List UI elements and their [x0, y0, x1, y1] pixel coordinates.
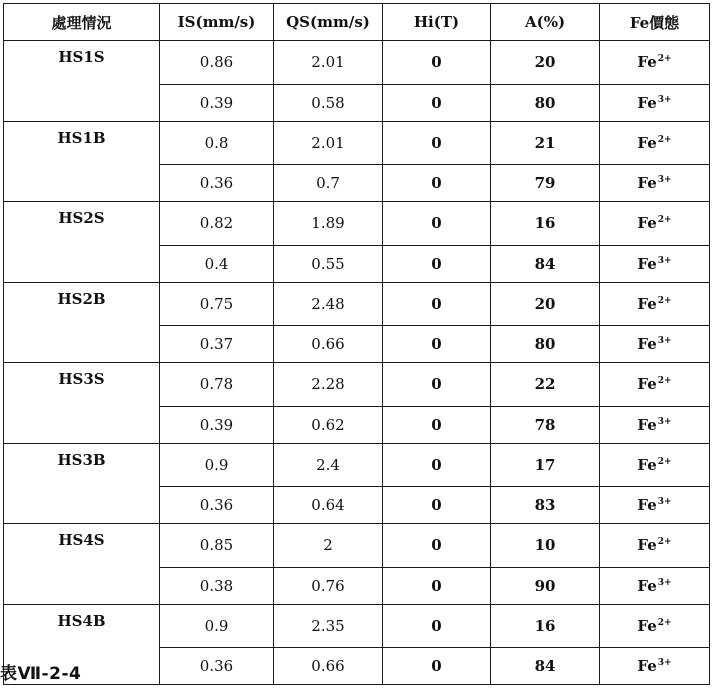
table-row: [4, 165, 710, 202]
header-cell-area: A(%): [491, 4, 600, 41]
area-cell: 22: [491, 363, 600, 407]
fe-symbol: Fe: [637, 496, 657, 514]
fe-symbol: Fe: [637, 335, 657, 353]
is-cell: 0.38: [160, 567, 274, 604]
fe-valence-cell: [600, 121, 710, 165]
table-row: [4, 443, 710, 487]
table-row: [4, 648, 710, 685]
fe-symbol: Fe: [637, 455, 657, 474]
sample-name-cell: HS2S: [4, 202, 160, 246]
hi-cell: 0: [383, 648, 491, 685]
table-row: [4, 567, 710, 604]
is-cell: 0.82: [160, 202, 274, 246]
hi-cell: 0: [383, 41, 491, 85]
header-cell-treatment: 處理情況: [4, 4, 160, 41]
qs-cell: 2.01: [274, 41, 383, 85]
area-cell: 10: [491, 524, 600, 568]
fe-charge-superscript: 2+: [657, 376, 672, 387]
is-cell: 0.36: [160, 165, 274, 202]
is-cell: 0.39: [160, 406, 274, 443]
fe-symbol: Fe: [637, 214, 657, 233]
area-cell: 21: [491, 121, 600, 165]
fe-valence-cell: [600, 326, 710, 363]
header-row: [4, 4, 710, 41]
area-cell: 78: [491, 406, 600, 443]
hi-cell: 0: [383, 604, 491, 648]
fe-valence-cell: [600, 202, 710, 246]
area-cell: 80: [491, 84, 600, 121]
fe-symbol: Fe: [637, 254, 657, 273]
sample-blank-cell: [4, 326, 160, 363]
area-cell: 80: [491, 326, 600, 363]
qs-cell: 0.66: [274, 326, 383, 363]
fe-symbol: Fe: [637, 294, 657, 313]
fe-valence-cell: [600, 604, 710, 648]
table-row: [4, 282, 710, 326]
fe-charge-superscript: 3+: [657, 497, 672, 507]
is-cell: 0.9: [160, 443, 274, 487]
is-cell: 0.39: [160, 84, 274, 121]
fe-symbol: Fe: [637, 174, 657, 192]
fe-valence-cell: [600, 524, 710, 568]
sample-name-cell: HS3S: [4, 363, 160, 407]
fe-symbol: Fe: [637, 415, 657, 434]
is-cell: 0.37: [160, 326, 274, 363]
qs-cell: 0.66: [274, 648, 383, 685]
area-cell: 20: [491, 41, 600, 85]
fe-charge-superscript: 3+: [657, 416, 672, 427]
fe-charge-superscript: 2+: [657, 54, 672, 65]
qs-cell: 2.28: [274, 363, 383, 407]
hi-cell: 0: [383, 524, 491, 568]
fe-charge-superscript: 2+: [657, 215, 672, 226]
fe-valence-cell: [600, 41, 710, 85]
fe-valence-cell: [600, 443, 710, 487]
is-cell: 0.78: [160, 363, 274, 407]
fe-symbol: Fe: [637, 616, 657, 635]
fe-charge-superscript: 3+: [657, 94, 672, 105]
fe-valence-cell: [600, 165, 710, 202]
sample-name-cell: HS3B: [4, 443, 160, 487]
area-cell: 84: [491, 648, 600, 685]
area-cell: 79: [491, 165, 600, 202]
is-cell: 0.9: [160, 604, 274, 648]
sample-name-cell: HS1B: [4, 121, 160, 165]
hi-cell: 0: [383, 202, 491, 246]
is-cell: 0.86: [160, 41, 274, 85]
fe-charge-superscript: 3+: [657, 255, 672, 266]
fe-valence-cell: [600, 363, 710, 407]
fe-charge-superscript: 2+: [657, 537, 672, 548]
table-row: [4, 487, 710, 524]
sample-blank-cell: [4, 487, 160, 524]
fe-valence-cell: [600, 648, 710, 685]
header-cell-fe-valence: Fe價態: [600, 4, 710, 41]
qs-cell: 2: [274, 524, 383, 568]
sample-blank-cell: [4, 567, 160, 604]
is-cell: 0.85: [160, 524, 274, 568]
sample-blank-cell: [4, 245, 160, 282]
is-cell: 0.4: [160, 245, 274, 282]
table-row: [4, 121, 710, 165]
area-cell: 20: [491, 282, 600, 326]
sample-blank-cell: [4, 84, 160, 121]
hi-cell: 0: [383, 282, 491, 326]
area-cell: 17: [491, 443, 600, 487]
qs-cell: 1.89: [274, 202, 383, 246]
fe-valence-cell: [600, 406, 710, 443]
is-cell: 0.36: [160, 648, 274, 685]
area-cell: 16: [491, 202, 600, 246]
qs-cell: 2.35: [274, 604, 383, 648]
sample-blank-cell: [4, 406, 160, 443]
table-row: [4, 84, 710, 121]
hi-cell: 0: [383, 406, 491, 443]
sample-name-cell: HS4B: [4, 604, 160, 648]
table-row: [4, 524, 710, 568]
fe-valence-cell: [600, 84, 710, 121]
qs-cell: 2.48: [274, 282, 383, 326]
hi-cell: 0: [383, 443, 491, 487]
fe-charge-superscript: 2+: [657, 456, 672, 467]
hi-cell: 0: [383, 245, 491, 282]
area-cell: 16: [491, 604, 600, 648]
qs-cell: 0.55: [274, 245, 383, 282]
fe-valence-cell: [600, 567, 710, 604]
fe-charge-superscript: 2+: [657, 134, 672, 145]
fe-symbol: Fe: [637, 576, 657, 595]
table-row: [4, 41, 710, 85]
sample-blank-cell: [4, 165, 160, 202]
qs-cell: 0.7: [274, 165, 383, 202]
sample-name-cell: HS1S: [4, 41, 160, 85]
sample-name-cell: HS2B: [4, 282, 160, 326]
table-body: [4, 41, 710, 685]
fe-charge-superscript: 3+: [657, 577, 672, 588]
table-row: [4, 326, 710, 363]
qs-cell: 0.58: [274, 84, 383, 121]
fe-charge-superscript: 3+: [657, 336, 672, 346]
fe-symbol: Fe: [637, 53, 657, 72]
fe-charge-superscript: 2+: [657, 617, 672, 628]
qs-cell: 2.01: [274, 121, 383, 165]
is-cell: 0.75: [160, 282, 274, 326]
qs-cell: 0.62: [274, 406, 383, 443]
hi-cell: 0: [383, 165, 491, 202]
hi-cell: 0: [383, 567, 491, 604]
table-row: [4, 363, 710, 407]
fe-symbol: Fe: [637, 536, 657, 555]
qs-cell: 0.76: [274, 567, 383, 604]
is-cell: 0.8: [160, 121, 274, 165]
header-cell-hi: Hi(T): [383, 4, 491, 41]
fe-symbol: Fe: [637, 375, 657, 394]
table-row: [4, 604, 710, 648]
area-cell: 84: [491, 245, 600, 282]
hi-cell: 0: [383, 363, 491, 407]
qs-cell: 2.4: [274, 443, 383, 487]
hi-cell: 0: [383, 326, 491, 363]
table-row: [4, 406, 710, 443]
hi-cell: 0: [383, 487, 491, 524]
table-row: [4, 245, 710, 282]
table-row: [4, 202, 710, 246]
area-cell: 90: [491, 567, 600, 604]
table-caption: 表Ⅶ-2-4: [0, 664, 82, 684]
hi-cell: 0: [383, 84, 491, 121]
fe-symbol: Fe: [637, 657, 657, 675]
fe-charge-superscript: 3+: [657, 658, 672, 668]
fe-valence-cell: [600, 282, 710, 326]
is-cell: 0.36: [160, 487, 274, 524]
header-cell-is: IS(mm/s): [160, 4, 274, 41]
header-cell-qs: QS(mm/s): [274, 4, 383, 41]
fe-valence-cell: [600, 245, 710, 282]
data-table: [3, 3, 710, 685]
sample-name-cell: HS4S: [4, 524, 160, 568]
fe-symbol: Fe: [637, 133, 657, 152]
hi-cell: 0: [383, 121, 491, 165]
area-cell: 83: [491, 487, 600, 524]
fe-symbol: Fe: [637, 93, 657, 112]
fe-charge-superscript: 2+: [657, 295, 672, 306]
qs-cell: 0.64: [274, 487, 383, 524]
fe-valence-cell: [600, 487, 710, 524]
fe-charge-superscript: 3+: [657, 175, 672, 185]
